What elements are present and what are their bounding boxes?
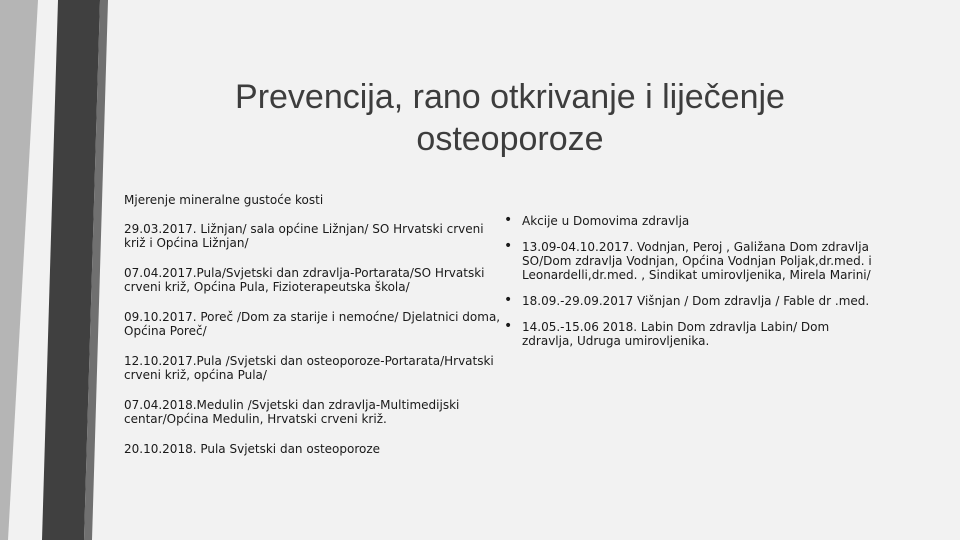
bullet-item: [504, 292, 882, 308]
bullet-icon: •: [504, 212, 513, 228]
left-heading: Mjerenje mineralne gustoće kosti: [124, 193, 324, 207]
left-list-item: 29.03.2017. Ližnjan/ sala općine Ližnjan/ SO Hrvatski crveni križ i Općina Ližnjan/: [124, 222, 484, 250]
right-bullet-list: [504, 212, 882, 360]
bullet-icon: •: [504, 238, 513, 254]
left-list-item: 07.04.2017.Pula/Svjetski dan zdravlja-Portarata/SO Hrvatski crveni križ, Općina Pula, Fizioterapeutska škola/: [124, 266, 485, 294]
left-list-item: 12.10.2017.Pula /Svjetski dan osteoporoze-Portarata/Hrvatski crveni križ, općina Pula/: [124, 354, 494, 382]
bullet-icon: •: [504, 292, 513, 308]
bullet-item-text: 14.05.-15.06 2018. Labin Dom zdravlja Labin/ Dom zdravlja, Udruga umirovljenika.: [522, 320, 830, 348]
bullet-item-text: 18.09.-29.09.2017 Višnjan / Dom zdravlja / Fable dr .med.: [522, 294, 870, 308]
left-list-item: 20.10.2018. Pula Svjetski dan osteoporoze: [124, 442, 381, 456]
bullet-item: [504, 318, 882, 348]
left-list-item: 09.10.2017. Poreč /Dom za starije i nemoćne/ Djelatnici doma, Općina Poreč/: [124, 310, 501, 338]
bullet-icon: •: [504, 318, 513, 334]
bullet-item-text: Akcije u Domovima zdravlja: [522, 214, 690, 228]
bullet-item: [504, 238, 882, 282]
bullet-item-text: 13.09-04.10.2017. Vodnjan, Peroj , Galižana Dom zdravlja SO/Dom zdravlja Vodnjan, Općina Vodnjan Poljak,dr.med. i Leonardelli,dr.med. , Sindikat umirovljenika, Mirela Marini/: [522, 240, 872, 282]
slide-title: Prevencija, rano otkrivanje i liječenje osteoporoze: [235, 78, 785, 158]
left-list-item: 07.04.2018.Medulin /Svjetski dan zdravlja-Multimedijski centar/Općina Medulin, Hrvatski crveni križ.: [124, 398, 460, 426]
decorative-side-bars: [0, 0, 140, 540]
deco-bar-light: [0, 0, 38, 540]
left-column: [124, 192, 502, 472]
bullet-item: [504, 212, 882, 228]
